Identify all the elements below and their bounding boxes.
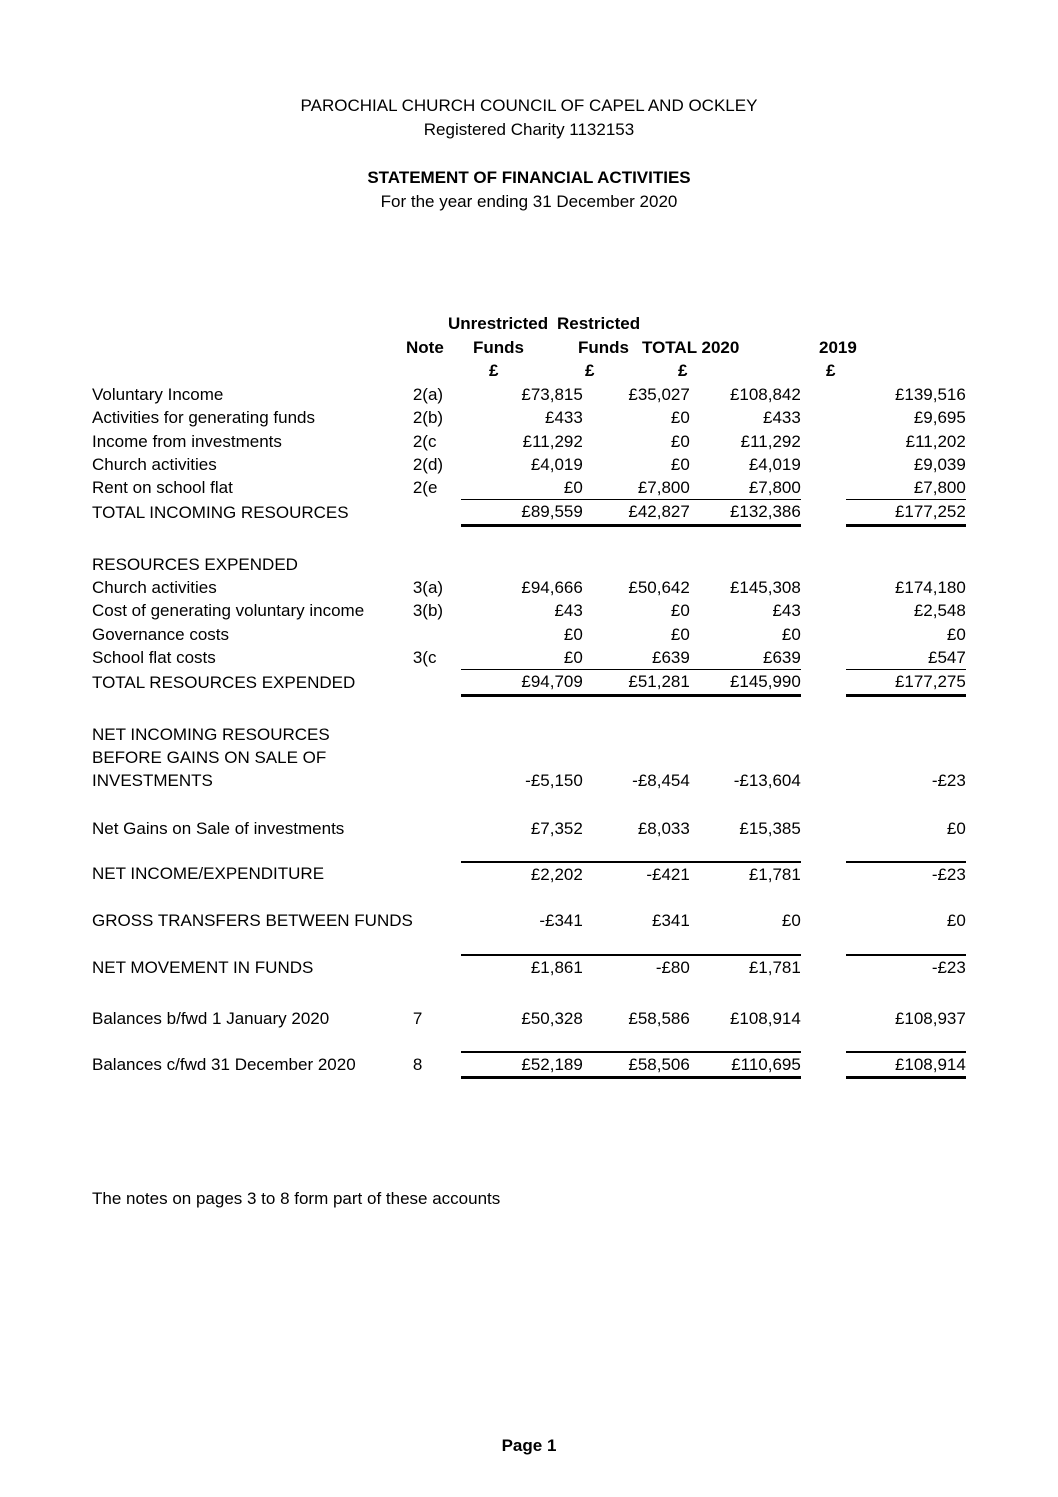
row-label: Church activities: [92, 454, 217, 474]
row-label: INVESTMENTS: [92, 771, 213, 791]
value-2019: £2,548: [913, 601, 966, 621]
total-2020-value: £7,800: [690, 476, 801, 500]
unrestricted-value: [461, 723, 583, 746]
total-2020-value: £4,019: [748, 454, 801, 474]
notes-reference-line: The notes on pages 3 to 8 form part of these accounts: [92, 1189, 501, 1208]
value-2019: [846, 723, 966, 746]
note-ref: [413, 817, 461, 840]
table-row: [92, 862, 966, 886]
unrestricted-value: £94,666: [521, 578, 583, 598]
column-gap: [801, 955, 846, 979]
unrestricted-value: -£5,150: [525, 771, 583, 791]
value-2019: £547: [846, 646, 966, 670]
column-gap: [801, 1007, 846, 1030]
financial-activities-table: [92, 383, 966, 1079]
restricted-value: £341: [652, 911, 690, 931]
restricted-value: £0: [670, 454, 690, 474]
column-gap: [801, 500, 846, 525]
row-label: Voluntary Income: [92, 385, 224, 404]
table-row: [92, 476, 966, 500]
value-2019: £0: [946, 911, 966, 931]
restricted-value: £50,642: [628, 578, 690, 598]
row-label: Activities for generating funds: [92, 408, 316, 428]
note-ref: 7: [412, 1008, 423, 1028]
total-2020-value: £132,386: [690, 500, 801, 525]
unrestricted-value: £4,019: [530, 454, 583, 474]
unrestricted-value: £94,709: [461, 670, 583, 695]
row-label: Rent on school flat: [92, 478, 233, 498]
column-gap: [801, 623, 846, 646]
note-ref: 8: [412, 1055, 423, 1075]
unrestricted-value: £52,189: [461, 1052, 583, 1078]
value-2019: [846, 553, 966, 576]
note-ref: 2(b): [412, 408, 444, 428]
total-2020-value: £433: [763, 408, 801, 428]
unrestricted-value: £7,352: [530, 819, 583, 839]
row-label: TOTAL RESOURCES EXPENDED: [92, 672, 356, 692]
statement-period: For the year ending 31 December 2020: [380, 192, 678, 211]
restricted-value: £35,027: [628, 385, 690, 404]
restricted-value: £51,281: [583, 670, 690, 695]
value-2019: £9,695: [913, 408, 966, 428]
column-gap: [801, 646, 846, 670]
row-label: School flat costs: [92, 648, 216, 668]
total-2020-value: -£13,604: [733, 771, 801, 791]
restricted-value: £42,827: [583, 500, 690, 525]
total-2020-value: £145,990: [690, 670, 801, 695]
column-gap: [801, 909, 846, 932]
value-2019: -£23: [931, 771, 966, 791]
table-row: [92, 553, 966, 576]
total-2020-value: £43: [772, 601, 801, 621]
unrestricted-value: £73,815: [521, 385, 583, 404]
col-header-note: Note: [406, 338, 444, 357]
value-2019: £108,914: [846, 1052, 966, 1078]
pound-icon-total: £: [678, 361, 688, 380]
value-2019: [846, 746, 966, 769]
restricted-value: -£8,454: [632, 771, 690, 791]
page-number: Page 1: [501, 1436, 557, 1455]
unrestricted-value: £11,292: [522, 431, 583, 451]
charity-number: Registered Charity 1132153: [423, 120, 635, 139]
restricted-value: [583, 746, 690, 769]
column-gap: [801, 769, 846, 792]
col-header-restricted-funds: Funds: [578, 338, 629, 357]
value-2019: £177,252: [846, 500, 966, 525]
unrestricted-value: £2,202: [461, 862, 583, 886]
value-2019: £9,039: [913, 454, 966, 474]
row-label: Church activities: [92, 578, 217, 598]
total-2020-value: £0: [781, 624, 801, 644]
total-2020-value: £11,292: [740, 431, 801, 451]
row-label: Net Gains on Sale of investments: [92, 819, 345, 839]
column-gap: [801, 670, 846, 695]
total-2020-value: £0: [781, 911, 801, 931]
total-2020-value: £639: [690, 646, 801, 670]
note-ref: [413, 909, 461, 932]
pound-icon-restricted: £: [585, 361, 595, 380]
table-row: [92, 746, 966, 769]
row-label: Governance costs: [92, 624, 230, 644]
note-ref: 2(c: [412, 431, 437, 451]
table-row: [92, 599, 966, 622]
table-row: [92, 453, 966, 476]
total-2020-value: £108,914: [729, 1008, 801, 1028]
unrestricted-value: £433: [545, 408, 583, 428]
row-label: GROSS TRANSFERS BETWEEN FUNDS: [92, 911, 413, 931]
table-row: [92, 955, 966, 979]
org-name: PAROCHIAL CHURCH COUNCIL OF CAPEL AND OCKLEY: [300, 96, 758, 115]
column-gap: [801, 430, 846, 453]
restricted-value: £7,800: [583, 476, 690, 500]
total-2020-value: £1,781: [690, 862, 801, 886]
restricted-value: -£80: [583, 955, 690, 979]
restricted-value: £0: [670, 624, 690, 644]
unrestricted-value: [461, 746, 583, 769]
column-gap: [801, 553, 846, 576]
note-ref: 3(b): [412, 601, 444, 621]
table-row: [92, 406, 966, 429]
spacer-row: [92, 886, 966, 909]
unrestricted-value: £43: [554, 601, 583, 621]
statement-title: STATEMENT OF FINANCIAL ACTIVITIES: [367, 168, 691, 187]
unrestricted-value: -£341: [539, 911, 583, 931]
table-row: [92, 500, 966, 525]
column-gap: [801, 476, 846, 500]
table-row: [92, 1007, 966, 1030]
value-2019: £7,800: [846, 476, 966, 500]
value-2019: £177,275: [846, 670, 966, 695]
total-2020-value: £15,385: [739, 819, 801, 839]
note-ref: 3(a): [412, 578, 444, 598]
unrestricted-value: £0: [461, 646, 583, 670]
col-header-restricted: Restricted: [557, 314, 641, 333]
value-2019: £0: [946, 819, 966, 839]
column-gap: [801, 862, 846, 886]
col-header-unrestricted: Unrestricted: [448, 314, 549, 333]
value-2019: £108,937: [894, 1008, 966, 1028]
table-row: [92, 769, 966, 792]
table-row: [92, 670, 966, 695]
spacer-row: [92, 792, 966, 817]
restricted-value: [583, 553, 690, 576]
row-label: Balances c/fwd 31 December 2020: [92, 1055, 356, 1075]
total-2020-value: [690, 746, 801, 769]
unrestricted-value: £50,328: [521, 1008, 583, 1028]
pound-icon-2019: £: [826, 361, 836, 380]
note-ref: [413, 500, 461, 525]
table-row: [92, 909, 966, 932]
row-label: RESOURCES EXPENDED: [92, 554, 298, 574]
table-row: [92, 723, 966, 746]
note-ref: [413, 723, 461, 746]
value-2019: £0: [946, 624, 966, 644]
table-row: [92, 1052, 966, 1078]
note-ref: [413, 623, 461, 646]
column-gap: [801, 746, 846, 769]
column-gap: [801, 453, 846, 476]
table-row: [92, 646, 966, 670]
unrestricted-value: £89,559: [461, 500, 583, 525]
spacer-row: [92, 525, 966, 553]
note-ref: [413, 862, 461, 886]
spacer-row: [92, 1030, 966, 1052]
value-2019: £139,516: [894, 385, 966, 404]
row-label: NET INCOME/EXPENDITURE: [92, 864, 325, 884]
spacer-row: [92, 932, 966, 955]
total-2020-value: [690, 553, 801, 576]
spacer-row: [92, 980, 966, 1007]
column-gap: [801, 406, 846, 429]
note-ref: 3(c: [412, 648, 437, 668]
restricted-value: £0: [670, 408, 690, 428]
row-label: BEFORE GAINS ON SALE OF: [92, 747, 327, 767]
column-gap: [801, 599, 846, 622]
spacer-row: [92, 841, 966, 862]
value-2019: -£23: [846, 955, 966, 979]
unrestricted-value: £0: [563, 624, 583, 644]
value-2019: £11,202: [905, 431, 966, 451]
table-row: [92, 430, 966, 453]
row-label: Income from investments: [92, 431, 282, 451]
row-label: Cost of generating voluntary income: [92, 601, 365, 621]
row-label: NET MOVEMENT IN FUNDS: [92, 957, 314, 977]
column-gap: [801, 383, 846, 406]
restricted-value: £58,586: [628, 1008, 690, 1028]
table-row: [92, 383, 966, 406]
unrestricted-value: £1,861: [461, 955, 583, 979]
note-ref: [413, 670, 461, 695]
note-ref: [413, 553, 461, 576]
total-2020-value: £108,842: [729, 385, 801, 404]
row-label: Balances b/fwd 1 January 2020: [92, 1008, 330, 1028]
column-gap: [801, 1052, 846, 1078]
total-2020-value: £145,308: [729, 578, 801, 598]
note-ref: [413, 746, 461, 769]
note-ref: 2(e: [412, 478, 438, 498]
value-2019: -£23: [846, 862, 966, 886]
table-row: [92, 817, 966, 840]
note-ref: [413, 769, 461, 792]
total-2020-value: [690, 723, 801, 746]
total-2020-value: £1,781: [690, 955, 801, 979]
pound-icon-unrestricted: £: [489, 361, 499, 380]
value-2019: £174,180: [894, 578, 966, 598]
note-ref: 2(d): [412, 454, 444, 474]
col-header-unrestricted-funds: Funds: [473, 338, 524, 357]
unrestricted-value: £0: [461, 476, 583, 500]
table-row: [92, 623, 966, 646]
restricted-value: -£421: [583, 862, 690, 886]
unrestricted-value: [461, 553, 583, 576]
row-label: NET INCOMING RESOURCES: [92, 724, 330, 744]
restricted-value: £0: [670, 431, 690, 451]
note-ref: 2(a): [412, 385, 444, 404]
restricted-value: £8,033: [637, 819, 690, 839]
col-header-2019: 2019: [819, 338, 857, 357]
spacer-row: [92, 695, 966, 723]
restricted-value: £58,506: [583, 1052, 690, 1078]
column-gap: [801, 817, 846, 840]
total-2020-value: £110,695: [690, 1052, 801, 1078]
table-row: [92, 576, 966, 599]
column-gap: [801, 576, 846, 599]
col-header-total-2020: TOTAL 2020: [642, 338, 740, 357]
restricted-value: £639: [583, 646, 690, 670]
column-gap: [801, 723, 846, 746]
restricted-value: £0: [670, 601, 690, 621]
note-ref: [413, 955, 461, 979]
restricted-value: [583, 723, 690, 746]
row-label: TOTAL INCOMING RESOURCES: [92, 502, 349, 522]
